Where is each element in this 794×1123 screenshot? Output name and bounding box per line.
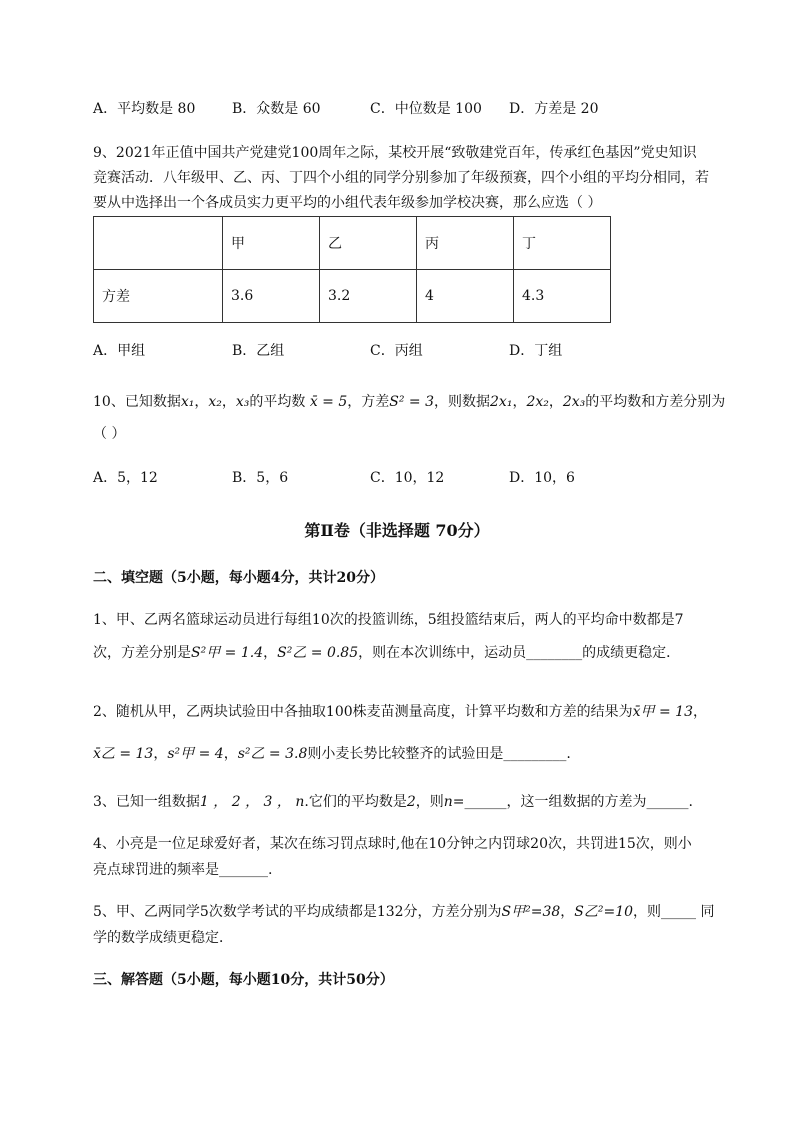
f1-line-1: 1、甲、乙两名篮球运动员进行每组10次的投篮训练，5组投篮结束后，两人的平均命中数都是7 xyxy=(93,612,684,628)
q9-option-c: C．丙组 xyxy=(370,343,423,359)
q10-sep: ， xyxy=(548,394,563,410)
table-cell: 3.6 xyxy=(223,270,320,323)
q10-stem xyxy=(93,392,725,412)
q10-sep: ， xyxy=(221,394,236,410)
table-cell: 3.2 xyxy=(320,270,417,323)
fill-section-heading: 二、填空题（5小题，每小题4分，共计20分） xyxy=(93,570,384,586)
f5-line-1 xyxy=(93,902,715,922)
q10-mean-expr: x̄ = 5 xyxy=(309,394,348,410)
q10-sep: ， xyxy=(194,394,209,410)
f1-sep: ， xyxy=(263,645,278,661)
f1-text: ，则在本次训练中，运动员________的成绩更稳定． xyxy=(358,645,681,661)
f5-text: ，则_____ 同 xyxy=(633,904,715,920)
f2-mean-jia: x̄甲 = 13 xyxy=(632,704,693,720)
f2-text: 则小麦长势比较整齐的试验田是_________. xyxy=(307,746,571,762)
table-header-cell: 乙 xyxy=(320,217,417,270)
q10-var-expr: S² = 3 xyxy=(389,394,435,410)
q10-text: 的平均数 xyxy=(249,394,306,410)
f1-var-yi: S²乙 = 0.85 xyxy=(277,645,359,661)
f5-var-yi: S乙²=10 xyxy=(574,904,634,920)
f5-var-jia: S甲²=38 xyxy=(501,904,561,920)
q10-text: ，则数据 xyxy=(434,394,491,410)
f1-var-jia: S²甲 = 1.4 xyxy=(191,645,264,661)
answer-section-heading: 三、解答题（5小题，每小题10分，共计50分） xyxy=(93,972,394,988)
q9-option-d: D．丁组 xyxy=(509,343,563,359)
f3-text: 3、已知一组数据 xyxy=(93,794,200,810)
q9-option-a: A．甲组 xyxy=(93,343,146,359)
f5-sep: ， xyxy=(560,904,575,920)
f2-var-yi: s²乙 = 3.8 xyxy=(237,746,308,762)
f3-n: n= xyxy=(443,794,465,810)
q10-sep: ， xyxy=(512,394,527,410)
f4-line-2: 亮点球罚进的频率是_______. xyxy=(93,862,273,878)
q10-d1: 2x₁ xyxy=(490,394,513,410)
q8-option-d: D．方差是 20 xyxy=(509,101,599,117)
f2-line-2 xyxy=(93,744,571,764)
q10-d2: 2x₂ xyxy=(526,394,549,410)
f2-mean-yi: x̄乙 = 13 xyxy=(93,746,154,762)
f2-sep: ， xyxy=(223,746,238,762)
q10-x3: x₃ xyxy=(235,394,250,410)
q9-line-1: 9、2021年正值中国共产党建党100周年之际，某校开展“致敬建党百年，传承红色基因”党史知识 xyxy=(93,145,697,161)
q10-x1: x₁ xyxy=(180,394,195,410)
table-header-cell: 丙 xyxy=(417,217,514,270)
f3-data: 1 ， 2 ， 3 ， n xyxy=(199,794,305,810)
f5-line-2: 学的数学成绩更稳定． xyxy=(93,930,233,946)
q10-x2: x₂ xyxy=(208,394,222,410)
f2-text: ， xyxy=(692,704,707,720)
q10-option-b: B．5，6 xyxy=(232,470,289,486)
f2-text: 2、随机从甲，乙两块试验田中各抽取100株麦苗测量高度，计算平均数和方差的结果为 xyxy=(93,704,633,720)
table-row xyxy=(94,270,611,323)
q9-line-3: 要从中选择出一个各成员实力更平均的小组代表年级参加学校决赛，那么应选（ ） xyxy=(93,195,602,211)
f1-text: 次，方差分别是 xyxy=(93,645,191,661)
q10-prefix: 10、已知数据 xyxy=(93,394,181,410)
f4-line-1: 4、小亮是一位足球爱好者，某次在练习罚点球时,他在10分钟之内罚球20次，共罚进15次，则小 xyxy=(93,836,692,852)
f2-sep: ， xyxy=(153,746,168,762)
table-cell: 方差 xyxy=(94,270,223,323)
f2-line-1 xyxy=(93,702,707,722)
f3-mean: 2 xyxy=(406,794,416,810)
q9-option-b: B．乙组 xyxy=(232,343,285,359)
f3-text: ______，这一组数据的方差为______. xyxy=(464,794,693,810)
q10-d3: 2x₃ xyxy=(562,394,586,410)
q8-option-c: C．中位数是 100 xyxy=(370,101,482,117)
q8-option-b: B．众数是 60 xyxy=(232,101,321,117)
table-header-row xyxy=(94,217,611,270)
table-header-cell xyxy=(94,217,223,270)
q8-option-a: A．平均数是 80 xyxy=(93,101,196,117)
f5-text: 5、甲、乙两同学5次数学考试的平均成绩都是132分，方差分别为 xyxy=(93,904,502,920)
q10-option-a: A．5，12 xyxy=(93,470,158,486)
q10-answer-paren: （ ） xyxy=(93,426,126,442)
q10-option-c: C．10，12 xyxy=(370,470,445,486)
f3-line xyxy=(93,792,693,812)
table-cell: 4 xyxy=(417,270,514,323)
table-cell: 4.3 xyxy=(514,270,611,323)
section-title: 第Ⅱ卷（非选择题 70分） xyxy=(304,521,490,540)
variance-table xyxy=(93,216,611,323)
q10-text: 的平均数和方差分别为 xyxy=(585,394,726,410)
f1-line-2 xyxy=(93,643,680,663)
q10-text: ，方差 xyxy=(347,394,390,410)
q9-line-2: 竞赛活动．八年级甲、乙、丙、丁四个小组的同学分别参加了年级预赛，四个小组的平均分相同，若 xyxy=(93,170,709,186)
table-header-cell: 甲 xyxy=(223,217,320,270)
table-header-cell: 丁 xyxy=(514,217,611,270)
q10-option-d: D．10，6 xyxy=(509,470,575,486)
f3-text: ，则 xyxy=(415,794,444,810)
f3-text: .它们的平均数是 xyxy=(304,794,407,810)
f2-var-jia: s²甲 = 4 xyxy=(167,746,224,762)
